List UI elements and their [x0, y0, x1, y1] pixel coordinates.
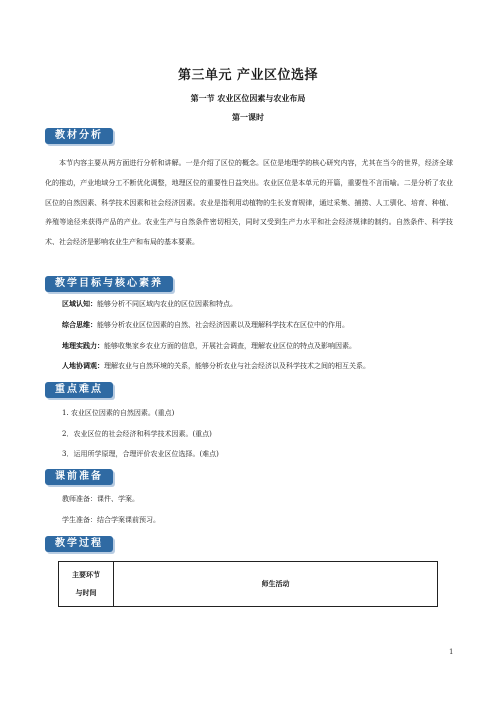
goal-text: 能够收集家乡农业方面的信息，开展社会调查，理解农业区位的特点及影响因素。: [104, 342, 356, 350]
page-title: 第三单元 产业区位选择: [177, 68, 319, 83]
table-row: [59, 562, 438, 607]
heading-analysis-badge: 教材分析: [45, 128, 113, 144]
goal-label: 人地协调观：: [62, 362, 104, 370]
header-line: 主要环节: [72, 571, 100, 579]
goal-text: 能够分析不同区域内农业的区位因素和特点。: [97, 300, 237, 308]
goal-label: 地理实践力：: [62, 342, 104, 350]
page-number: 1: [449, 648, 454, 656]
heading-preparation-badge: 课前准备: [45, 469, 113, 485]
goal-text: 能够分析农业区位因素的自然、社会经济因素以及理解科学技术在区位中的作用。: [97, 321, 349, 329]
keypoint-item-1: 1. 农业区位因素的自然因素。(重点): [62, 409, 175, 417]
keypoint-item-3: 3．运用所学原理，合理评价农业区位选择。(难点): [62, 450, 219, 458]
process-table: [58, 561, 438, 607]
goal-label: 综合思维：: [62, 321, 97, 329]
goal-item-thinking: [62, 320, 349, 330]
goal-item-harmony: [62, 361, 370, 371]
heading-goals-badge: 教学目标与核心素养: [45, 276, 173, 292]
keypoint-item-2: 2．农业区位的社会经济和科学技术因素。(重点): [62, 430, 212, 438]
lesson-label: 第一课时: [232, 113, 264, 122]
heading-process-badge: 教学过程: [45, 536, 113, 552]
section-subtitle: 第一节 农业区位因素与农业布局: [190, 94, 306, 103]
analysis-paragraph: 本节内容主要从两方面进行分析和讲解。一是介绍了区位的概念。区位是地理学的核心研究内容，尤其在当今的世界，经济全球化的推动，产业地域分工不断优化调整，地理区位的重要性日益突出。农业区位是本单元的开篇，重要性不言而喻。二是分析了农业区位的自然因素、科学技术因素和社会经济因素。农业是指利用动植物的生长发育规律，通过采集、捕捞、人工驯化、培育、种植、养殖等途径来获得产品的产业。农业生产与自然条件密切相关，同时又受到生产力水平和社会经济规律的制约。自然条件、科学技术、社会经济是影响农业生产和布局的基本要素。: [45, 159, 453, 247]
header-line: 与时间: [75, 589, 97, 597]
prep-teacher: 教师准备：课件、学案。: [62, 495, 139, 503]
prep-student: 学生准备：结合学案课前预习。: [62, 516, 160, 524]
heading-keypoints-badge: 重点难点: [45, 382, 113, 398]
table-header-stage: [59, 562, 114, 607]
goal-text: 理解农业与自然环境的关系，能够分析农业与社会经济以及科学技术之间的相互关系。: [104, 362, 370, 370]
goal-label: 区域认知：: [62, 300, 97, 308]
table-header-activity: 师生活动: [114, 562, 438, 607]
goal-item-region: [62, 299, 237, 309]
goal-item-practice: [62, 341, 356, 351]
